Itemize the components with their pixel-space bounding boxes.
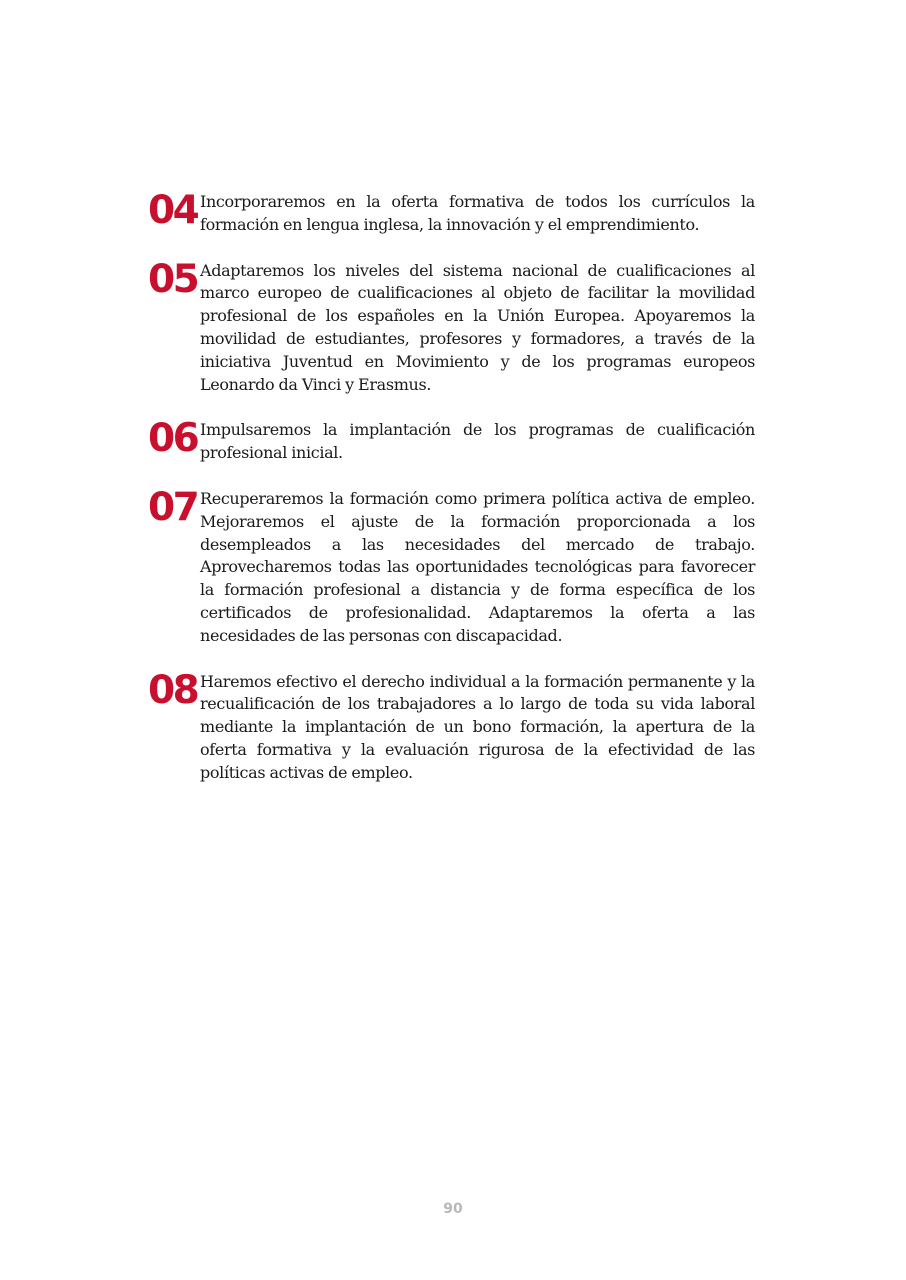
list-item bbox=[148, 188, 755, 237]
item-number: 04 bbox=[148, 188, 198, 233]
item-number: 05 bbox=[148, 256, 198, 302]
item-text: Adaptaremos los niveles del sistema nacional de cualificaciones al marco europeo de cualificaciones al objeto de facilitar la movilidad profesional de los españoles en la Unión Europea. Apoyaremos la movilidad de estudiantes, profesores y formadores, a través de la iniciativa Juventud en Movimiento y de los programas europeos Leonardo da Vinci y Erasmus. bbox=[200, 260, 755, 394]
item-text: Incorporaremos en la oferta formativa de todos los currículos la formación en lengua inglesa, la innovación y el emprendimiento. bbox=[200, 192, 755, 234]
page-number: 90 bbox=[443, 1201, 463, 1217]
item-number: 08 bbox=[148, 667, 198, 713]
item-text: Haremos efectivo el derecho individual a la formación permanente y la recualificación de los trabajadores a lo largo de toda su vida laboral mediante la implantación de un bono formación, la apertura de la oferta formativa y la evaluación rigurosa de la efectividad de las políticas activas de empleo. bbox=[200, 671, 755, 782]
numbered-list bbox=[148, 188, 755, 785]
item-number: 07 bbox=[148, 484, 198, 530]
list-item bbox=[148, 416, 755, 465]
list-item bbox=[148, 484, 755, 648]
item-text: Impulsaremos la implantación de los programas de cualificación profesional inicial. bbox=[200, 420, 755, 463]
list-item bbox=[148, 667, 755, 785]
list-item bbox=[148, 256, 755, 397]
item-text: Recuperaremos la formación como primera política activa de empleo. Mejoraremos el ajuste de la formación proporcionada a los desempleados a las necesidades del mercado de trabajo. Aprovecharemos todas las oportunidades tecnológicas para favorecer la formación profesional a distancia y de forma específica de los certificados de profesionalidad. Adaptaremos la oferta a las necesidades de las personas con discapacidad. bbox=[200, 488, 755, 645]
item-number: 06 bbox=[148, 416, 198, 462]
